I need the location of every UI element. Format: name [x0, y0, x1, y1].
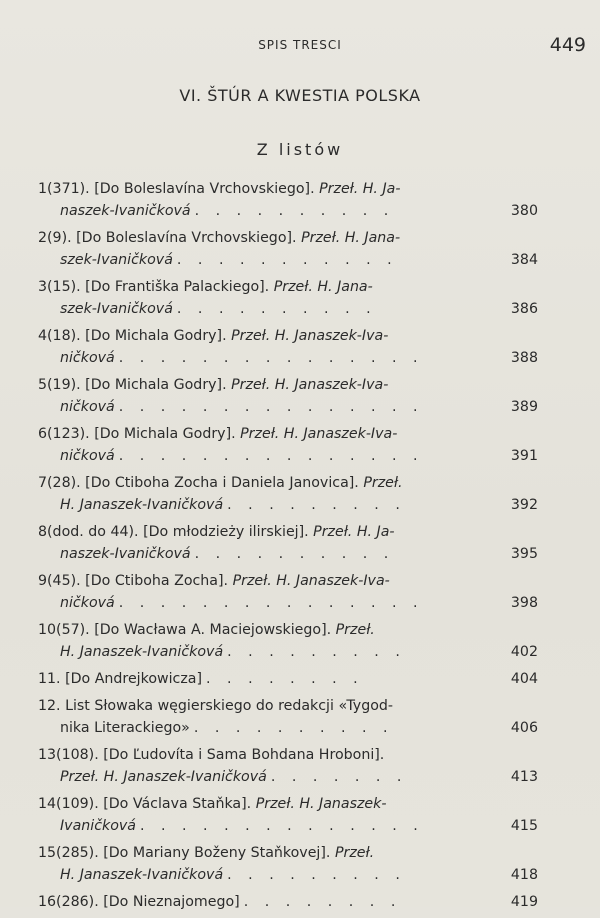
toc-translator: Przeł. H. Ja-: [313, 524, 395, 540]
toc-entry-line: [38, 521, 538, 543]
toc-page-number: 406: [510, 720, 538, 736]
toc-page-number: 419: [510, 894, 538, 910]
toc-translator: szek-Ivaničková: [60, 301, 173, 317]
toc-page-number: 415: [510, 818, 538, 834]
toc-translator: Przeł.: [363, 475, 403, 491]
toc-leaders: . . . . . . . . .: [227, 867, 406, 883]
toc-page-number: 380: [510, 203, 538, 219]
toc-page-number: 395: [510, 546, 538, 562]
toc-page-number: 388: [510, 350, 538, 366]
toc-translator: Przeł.: [335, 622, 375, 638]
toc-entry-title: 1(371). [Do Boleslavína Vrchovskiego].: [38, 181, 320, 197]
toc-translator: Przeł. H. Janaszek-Iva-: [232, 573, 390, 589]
toc-leaders: . . . . . . . . . . . . . . .: [118, 595, 424, 611]
toc-entry: [38, 325, 538, 369]
toc-entry-line: [38, 619, 538, 641]
toc-translator: szek-Ivaničková: [60, 252, 173, 268]
toc-entry: [38, 227, 538, 271]
toc-entry-line: [38, 766, 538, 788]
toc-entry-title: nika Literackiego»: [60, 720, 190, 736]
toc-translator: H. Janaszek-Ivaničková: [60, 644, 224, 660]
toc-entry-line: [38, 347, 538, 369]
toc-translator: naszek-Ivaničková: [60, 546, 191, 562]
toc-entry: [38, 619, 538, 663]
toc-leaders: . . . . . . . . . .: [194, 203, 395, 219]
toc-entry: [38, 276, 538, 320]
toc-leaders: . . . . . . .: [270, 769, 408, 785]
toc-translator: Przeł. H. Jana-: [301, 230, 401, 246]
toc-translator: Przeł.: [334, 845, 375, 861]
toc-entry-line: [38, 842, 538, 864]
toc-entry-line: [38, 227, 538, 249]
toc-entry: [38, 668, 538, 690]
toc-entry-line: [38, 668, 538, 690]
toc-entry-line: [38, 570, 538, 592]
toc-page-number: 386: [510, 301, 538, 317]
toc-entry-line: [38, 276, 538, 298]
toc-translator: Przeł. H. Jana-: [273, 279, 373, 295]
toc-leaders: . . . . . . . . . . . . . .: [140, 818, 424, 834]
toc-page-number: 384: [510, 252, 538, 268]
toc-entry-line: [38, 396, 538, 418]
toc-page-number: 404: [510, 671, 538, 687]
toc-translator: Ivaničková: [60, 818, 136, 834]
running-header-title: SPIS TRESCI: [258, 38, 342, 52]
toc-leaders: . . . . . . . .: [206, 671, 364, 687]
toc-page-number: 402: [510, 644, 538, 660]
subsection-title: Z listów: [256, 140, 344, 159]
toc-entry-line: [38, 695, 538, 717]
toc-leaders: . . . . . . . . . .: [193, 720, 394, 736]
toc-translator: ničková: [60, 399, 115, 415]
toc-entry-title: 5(19). [Do Michala Godry].: [38, 377, 232, 393]
table-of-contents: [38, 178, 538, 918]
toc-entry-line: [38, 445, 538, 467]
toc-leaders: . . . . . . . . . . . . . . .: [118, 448, 424, 464]
toc-entry-title: 10(57). [Do Wacława A. Maciejowskiego].: [38, 622, 336, 638]
toc-translator: ničková: [60, 350, 115, 366]
toc-entry-line: [38, 744, 538, 766]
toc-entry-title: 3(15). [Do Františka Palackiego].: [38, 279, 274, 295]
toc-entry-line: [38, 641, 538, 663]
toc-entry-line: [38, 864, 538, 886]
toc-translator: Przeł. H. Janaszek-Ivaničková: [60, 769, 267, 785]
toc-entry-line: [38, 423, 538, 445]
toc-page-number: 392: [510, 497, 538, 513]
toc-entry-title: 12. List Słowaka węgierskiego do redakcji «Tygod-: [38, 698, 394, 714]
toc-entry-title: 7(28). [Do Ctiboha Zocha i Daniela Janovica].: [38, 475, 364, 491]
toc-translator: Przeł. H. Janaszek-Iva-: [240, 426, 398, 442]
section-title: VI. ŠTÚR A KWESTIA POLSKA: [179, 86, 421, 105]
toc-entry-line: [38, 472, 538, 494]
toc-leaders: . . . . . . . . .: [227, 644, 406, 660]
toc-entry-line: [38, 543, 538, 565]
toc-page-number: 418: [510, 867, 538, 883]
toc-page-number: 398: [510, 595, 538, 611]
toc-leaders: . . . . . . . . . . .: [176, 252, 398, 268]
toc-entry-title: 4(18). [Do Michala Godry].: [38, 328, 232, 344]
toc-entry-title: 6(123). [Do Michala Godry].: [38, 426, 241, 442]
toc-entry: [38, 842, 538, 886]
toc-page-number: 391: [510, 448, 538, 464]
toc-entry: [38, 695, 538, 739]
toc-page-number: 413: [510, 769, 538, 785]
toc-leaders: . . . . . . . . . .: [194, 546, 395, 562]
toc-entry-title: 15(285). [Do Mariany Boženy Staňkovej].: [38, 845, 335, 861]
toc-translator: Przeł. H. Janaszek-Iva-: [231, 328, 389, 344]
toc-page-number: 389: [510, 399, 538, 415]
toc-entry: [38, 570, 538, 614]
toc-translator: Przeł. H. Ja-: [319, 181, 401, 197]
toc-leaders: . . . . . . . . .: [227, 497, 406, 513]
toc-translator: H. Janaszek-Ivaničková: [60, 497, 224, 513]
toc-leaders: . . . . . . . . . . . . . . .: [118, 350, 424, 366]
toc-entry: [38, 423, 538, 467]
toc-entry: [38, 793, 538, 837]
toc-leaders: . . . . . . . . . . . . . . .: [118, 399, 424, 415]
toc-translator: naszek-Ivaničková: [60, 203, 191, 219]
toc-entry-title: 8(dod. do 44). [Do młodzieży ilirskiej].: [38, 524, 314, 540]
toc-entry-line: [38, 298, 538, 320]
toc-entry: [38, 521, 538, 565]
toc-leaders: . . . . . . . . . .: [176, 301, 377, 317]
toc-leaders: . . . . . . . .: [243, 894, 402, 910]
toc-entry-line: [38, 793, 538, 815]
toc-entry-line: [38, 592, 538, 614]
toc-entry-line: [38, 891, 538, 913]
page-number: 449: [549, 34, 586, 56]
toc-entry-line: [38, 178, 538, 200]
toc-entry: [38, 178, 538, 222]
toc-entry-title: 14(109). [Do Václava Staňka].: [38, 796, 256, 812]
toc-entry: [38, 744, 538, 788]
toc-translator: ničková: [60, 595, 115, 611]
toc-entry-title: 9(45). [Do Ctiboha Zocha].: [38, 573, 233, 589]
toc-entry-title: 13(108). [Do Ľudovíta i Sama Bohdana Hroboni].: [38, 747, 385, 763]
toc-entry-title: 16(286). [Do Nieznajomego]: [38, 894, 240, 910]
toc-entry-title: 11. [Do Andrejkowicza]: [38, 671, 203, 687]
toc-entry-line: [38, 200, 538, 222]
toc-translator: ničková: [60, 448, 115, 464]
toc-entry: [38, 472, 538, 516]
toc-entry: [38, 374, 538, 418]
toc-entry: [38, 891, 538, 913]
toc-entry-line: [38, 249, 538, 271]
toc-entry-line: [38, 815, 538, 837]
toc-entry-line: [38, 325, 538, 347]
toc-entry-line: [38, 717, 538, 739]
toc-translator: H. Janaszek-Ivaničková: [60, 867, 224, 883]
toc-translator: Przeł. H. Janaszek-: [255, 796, 387, 812]
toc-translator: Przeł. H. Janaszek-Iva-: [231, 377, 389, 393]
toc-entry-title: 2(9). [Do Boleslavína Vrchovskiego].: [38, 230, 302, 246]
toc-entry-line: [38, 494, 538, 516]
toc-entry-line: [38, 374, 538, 396]
